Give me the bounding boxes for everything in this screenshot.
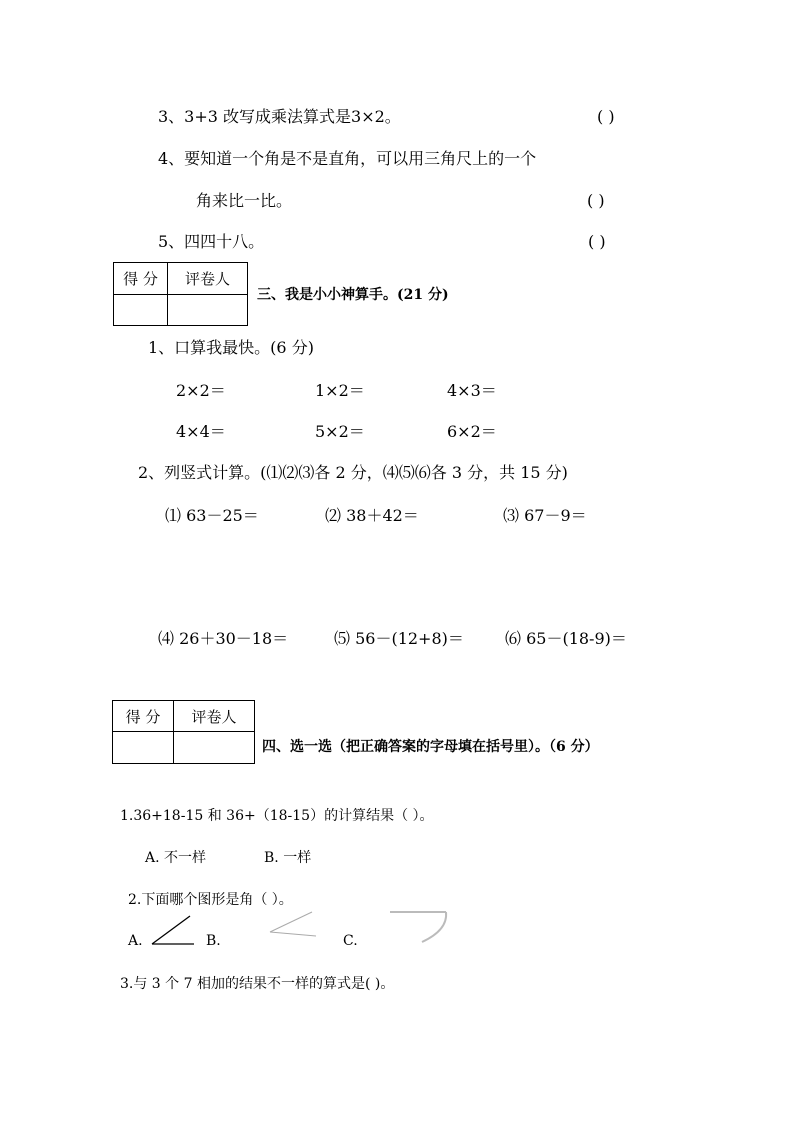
choice-q1: 1.36+18-15 和 36+（18-15）的计算结果（ ）。 xyxy=(120,808,434,824)
choice-q1-b: B. 一样 xyxy=(264,850,312,866)
choice-q2: 2.下面哪个图形是角（ ）。 xyxy=(128,892,293,908)
mental-1: 2×2＝ xyxy=(176,381,226,400)
judge-q4-line1: 4、要知道一个角是不是直角，可以用三角尺上的一个 xyxy=(158,149,537,168)
judge-q4-line2: 角来比一比。 xyxy=(196,191,293,210)
judge-q5: 5、四四十八。 xyxy=(158,232,265,251)
score-cell[interactable] xyxy=(113,732,174,764)
vertical-3: ⑶ 67－9＝ xyxy=(503,506,587,525)
section3-title: 三、我是小小神算手。(21 分) xyxy=(257,287,449,303)
judge-q3: 3、3+3 改写成乘法算式是3×2。 xyxy=(158,107,401,126)
angle-figure-a xyxy=(150,914,200,946)
mental-3: 4×3＝ xyxy=(447,381,497,400)
judge-q4-paren[interactable]: ( ) xyxy=(587,191,605,210)
mental-4: 4×4＝ xyxy=(176,422,226,441)
choice-q3: 3.与 3 个 7 相加的结果不一样的算式是( )。 xyxy=(120,976,395,992)
vertical-2: ⑵ 38＋42＝ xyxy=(325,506,419,525)
mental-2: 1×2＝ xyxy=(315,381,365,400)
mental-5: 5×2＝ xyxy=(315,422,365,441)
section3-sub2-title: 2、列竖式计算。(⑴⑵⑶各 2 分，⑷⑸⑹各 3 分，共 15 分) xyxy=(138,463,568,482)
vertical-4: ⑷ 26＋30－18＝ xyxy=(158,629,289,648)
score-label: 得 分 xyxy=(114,263,168,295)
score-table-section4 xyxy=(112,700,255,764)
angle-figure-c xyxy=(388,906,454,946)
choice-q2-a: A. xyxy=(128,933,143,949)
section3-sub1-title: 1、口算我最快。(6 分) xyxy=(148,338,314,357)
vertical-1: ⑴ 63－25＝ xyxy=(165,506,259,525)
choice-q2-c: C. xyxy=(343,933,358,949)
score-label: 得 分 xyxy=(113,701,174,732)
choice-q1-a: A. 不一样 xyxy=(145,850,207,866)
score-cell[interactable] xyxy=(114,295,168,326)
score-table-section3 xyxy=(113,262,248,326)
vertical-5: ⑸ 56－(12+8)＝ xyxy=(334,629,464,648)
grader-cell[interactable] xyxy=(168,295,248,326)
angle-figure-b xyxy=(266,908,326,942)
grader-cell[interactable] xyxy=(174,732,255,764)
section4-title: 四、选一选（把正确答案的字母填在括号里）。（6 分） xyxy=(262,739,599,755)
vertical-6: ⑹ 65－(18-9)＝ xyxy=(505,629,627,648)
mental-6: 6×2＝ xyxy=(447,422,497,441)
grader-label: 评卷人 xyxy=(174,701,255,732)
grader-label: 评卷人 xyxy=(168,263,248,295)
judge-q5-paren[interactable]: ( ) xyxy=(588,232,606,251)
judge-q3-paren[interactable]: ( ) xyxy=(597,107,615,126)
choice-q2-b: B. xyxy=(206,933,221,949)
